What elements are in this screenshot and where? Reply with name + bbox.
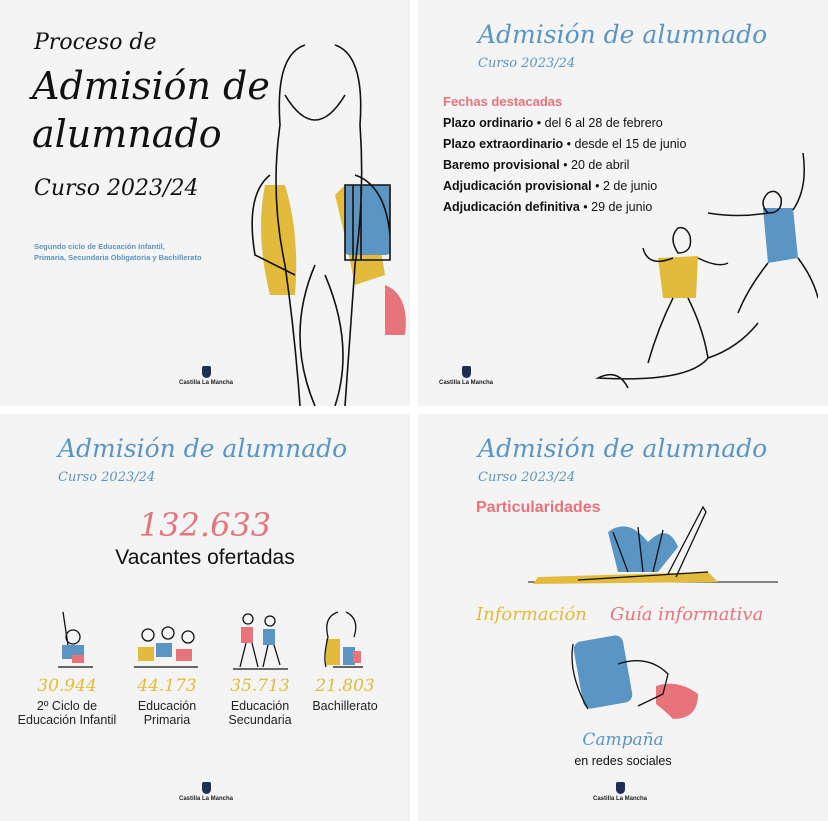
poster-panel-particularities xyxy=(418,414,828,821)
shield-icon xyxy=(202,782,211,794)
title-line-2: Admisión de xyxy=(32,64,270,108)
course-label: Curso 2023/24 xyxy=(478,470,576,485)
student-illustration xyxy=(225,35,410,406)
shield-icon xyxy=(616,782,625,794)
section-heading: Particularidades xyxy=(476,499,601,516)
stat-value-primaria: 44.173 xyxy=(137,676,197,696)
stat-label-infantil xyxy=(17,699,117,727)
castilla-la-mancha-logo xyxy=(176,366,236,386)
date-value: • del 6 al 28 de febrero xyxy=(533,116,663,130)
section-heading: Fechas destacadas xyxy=(443,94,563,109)
date-value: • 20 de abril xyxy=(559,158,630,172)
castilla-la-mancha-logo xyxy=(590,782,650,802)
bachillerato-icon xyxy=(325,612,363,667)
course-label: Curso 2023/24 xyxy=(34,176,199,201)
secundaria-icon xyxy=(233,614,288,669)
stat-value-infantil: 30.944 xyxy=(37,676,97,696)
date-value: • 29 de junio xyxy=(579,200,653,214)
stat-label-line: Educación xyxy=(137,699,197,713)
course-label: Curso 2023/24 xyxy=(58,470,156,485)
date-label: Plazo extraordinario xyxy=(443,137,564,151)
campaign-sub: en redes sociales xyxy=(574,754,672,768)
title-line-1: Proceso de xyxy=(34,30,157,55)
date-value: • 2 de junio xyxy=(591,179,658,193)
date-label: Baremo provisional xyxy=(443,158,560,172)
date-label: Adjudicación definitiva xyxy=(443,200,580,214)
stat-value-secundaria: 35.713 xyxy=(230,676,290,696)
logo-text: Castilla La Mancha xyxy=(438,380,494,386)
logo-text: Castilla La Mancha xyxy=(592,796,648,802)
phone-hand-illustration xyxy=(568,634,708,724)
poster-panel-vacancies xyxy=(0,414,410,821)
infantil-icon xyxy=(58,612,93,667)
date-value: • desde el 15 de junio xyxy=(563,137,687,151)
stat-label-line: Primaria xyxy=(143,713,191,727)
stat-label-primaria xyxy=(117,699,217,727)
stat-label-line: Secundaria xyxy=(228,713,292,727)
course-label: Curso 2023/24 xyxy=(478,56,576,71)
date-row xyxy=(443,113,686,134)
shield-icon xyxy=(202,366,211,378)
subtitle-line-2: Primaria, Secundaria Obligatoria y Bachillerato xyxy=(34,253,202,262)
date-label: Plazo ordinario xyxy=(443,116,534,130)
stat-label-line: Bachillerato xyxy=(312,699,378,713)
laptop-book-illustration xyxy=(518,502,778,592)
panel-title: Admisión de alumnado xyxy=(58,434,348,463)
subtitle xyxy=(34,241,202,263)
stage-icons-row xyxy=(48,607,378,675)
shield-icon xyxy=(462,366,471,378)
date-label: Adjudicación provisional xyxy=(443,179,592,193)
guide-label: Guía informativa xyxy=(610,604,764,625)
subtitle-line-1: Segundo ciclo de Educación Infantil, xyxy=(34,242,165,251)
stat-label-line: 2º Ciclo de xyxy=(36,699,98,713)
castilla-la-mancha-logo xyxy=(436,366,496,386)
stat-label-bachillerato xyxy=(295,699,395,713)
castilla-la-mancha-logo xyxy=(176,782,236,802)
panel-title: Admisión de alumnado xyxy=(478,20,768,49)
logo-text: Castilla La Mancha xyxy=(178,796,234,802)
stat-label-line: Educación Infantil xyxy=(17,713,117,727)
total-vacancies: 132.633 xyxy=(138,506,272,544)
panel-title: Admisión de alumnado xyxy=(478,434,768,463)
campaign-label: Campaña xyxy=(582,730,664,750)
stat-value-bachillerato: 21.803 xyxy=(315,676,375,696)
title-line-3: alumnado xyxy=(32,112,222,156)
poster-panel-dates xyxy=(418,0,828,406)
poster-panel-intro xyxy=(0,0,410,406)
info-label: Información xyxy=(476,604,587,625)
stat-label-line: Educación xyxy=(230,699,290,713)
running-children-illustration xyxy=(578,148,818,393)
total-label: Vacantes ofertadas xyxy=(115,546,295,569)
primaria-icon xyxy=(134,627,198,667)
logo-text: Castilla La Mancha xyxy=(178,380,234,386)
